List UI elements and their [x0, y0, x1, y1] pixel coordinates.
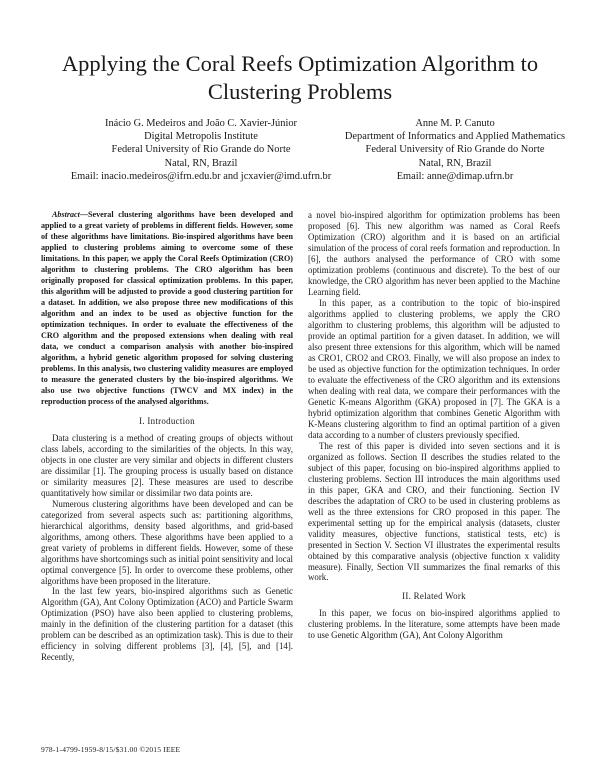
author-block-left [66, 117, 336, 183]
paragraph: In this paper, we focus on bio-inspired algorithms applied to clustering problems. In the literature, some attempts have been made to use Genetic Algorithm (GA), Ant Colony Algorithm [308, 608, 560, 641]
author-names: Inácio G. Medeiros and João C. Xavier-Júnior [105, 118, 297, 129]
left-column [41, 210, 293, 663]
author-location: Natal, RN, Brazil [418, 157, 492, 169]
author-email: Email: anne@dimap.ufrn.br [396, 170, 514, 182]
paper-title: Applying the Coral Reefs Optimization Algorithm to Clustering Problems [61, 51, 539, 104]
abstract-label: Abstract [52, 210, 80, 219]
copyright-footer: 978-1-4799-1959-8/15/$31.00 ©2015 IEEE [41, 745, 181, 754]
paragraph: The rest of this paper is divided into seven sections and it is organized as follows. Section II describes the studies related to the subject of this paper, focusing on bio-inspired algorithms applied to clustering problems. Section III introduces the main algorithms used in this paper, GKA and CRO, and their functioning. Section IV describes the adaptation of CRO to be used in clustering problems as well as the three extensions for CRO proposed in this paper. The experimental setting up for the empirical analysis (datasets, cluster validity measures, objective functions, statistical tests, etc) is presented in Section V. Section VI illustrates the experimental results obtained by this comparative analysis (objective function x validity measure). Finally, Section VII summarizes the final remarks of this work. [308, 440, 560, 583]
author-block-right [340, 117, 570, 183]
author-email: Email: inacio.medeiros@ifrn.edu.br and jcxavier@imd.ufrn.br [70, 170, 332, 182]
paragraph: In the last few years, bio-inspired algorithms such as Genetic Algorithm (GA), Ant Colony Optimization (ACO) and Particle Swarm Optimization (PSO) have also been applied to clustering problems, mainly in the definition of the clustering partition for a dataset (this problem can be described as an optimization task). This is due to their efficiency in solving different problems [3], [4], [5], and [14]. Recently, [41, 586, 293, 663]
abstract-text: Several clustering algorithms have been developed and applied to a great variety of problems in different fields. However, some of these algorithms have limitations. Bio-inspired algorithms have been applied to clustering problems aiming to overcome some of these limitations. In this paper, we apply the Coral Reefs Optimization (CRO) algorithm to clustering problems. The CRO algorithm has been originally proposed for classical optimization problems. In this paper, this algorithm will be adjusted to provide a good clustering partition for a dataset. In addition, we also propose three new modifications of this algorithm and an index to be used as objective function for the optimization techniques. In order to evaluate the effectiveness of the CRO algorithm and the proposed extensions when dealing with real data, we conduct a comparison analysis with another bio-inspired algorithm, a hybrid genetic algorithm proposed for solving clustering problems. In this analysis, two clustering validity measures are employed to measure the generated clusters by the bio-inspired algorithms. We also use two objective functions (TWCV and MX index) in the reproduction process of the analysed algorithms. [41, 210, 293, 406]
section-heading-introduction: I. Introduction [139, 415, 195, 426]
author-names: Anne M. P. Canuto [415, 118, 495, 129]
author-affiliation: Federal University of Rio Grande do Norte [365, 144, 545, 156]
paragraph: In this paper, as a contribution to the topic of bio-inspired algorithms applied to clustering problems, we apply the CRO algorithm to clustering problems, this algorithm will be adjusted to provide an optimal partition for a given dataset. In addition, we will also present three extensions for this algorithm, which will be named as CRO1, CRO2 and CRO3. Finally, we will also propose an index to be used as objective function for the optimization techniques. In order to evaluate the effectiveness of the CRO algorithm and its extensions when dealing with real data, we compare their performances with the Genetic K-means Algorithm (GKA) proposed in [7]. The GKA is a hybrid optimization algorithm that combines Genetic Algorithm with K-Means clustering algorithm to find an optimal partition of a given data according to a number of clusters previously specified. [308, 297, 560, 440]
author-location: Natal, RN, Brazil [164, 157, 238, 169]
section-heading-related-work: II. Related Work [402, 591, 466, 602]
abstract: Abstract—Several clustering algorithms have been developed and applied to a great variety of problems in different fields. However, some of these algorithms have limitations. Bio-inspired algorithms have been applied to clustering problems aiming to overcome some of these limitations. In this paper, we apply the Coral Reefs Optimization (CRO) algorithm to clustering problems. The CRO algorithm has been originally proposed for classical optimization problems. In this paper, this algorithm will be adjusted to provide a good clustering partition for a dataset. In addition, we also propose three new modifications of this algorithm and an index to be used as objective function for the optimization techniques. In order to evaluate the effectiveness of the CRO algorithm and the proposed extensions when dealing with real data, we conduct a comparison analysis with another bio-inspired algorithm, a hybrid genetic algorithm proposed for solving clustering problems. In this analysis, two clustering validity measures are employed to measure the generated clusters by the bio-inspired algorithms. We also use two objective functions (TWCV and MX index) in the reproduction process of the analysed algorithms. [41, 210, 293, 406]
paragraph: Numerous clustering algorithms have been developed and can be categorized from several aspects such as: partitioning algorithms, hierarchical algorithms, density based algorithms, and grid-based algorithms, among others. These algorithms have been applied to a great variety of problems in different fields. However, some of these algorithms have shortcomings such as initial point sensitivity and local optimal convergence [5]. In order to overcome these problems, other algorithms have been proposed in the literature. [41, 498, 293, 586]
paragraph: Data clustering is a method of creating groups of objects without class labels, according to the similarities of the objects. In this way, objects in one cluster are very similar and objects in different clusters are dissimilar [1]. The grouping process is usually based on distance or similarity measures [2]. These measures are used to describe quantitatively how similar or dissimilar two data points are. [41, 432, 293, 498]
author-affiliation: Federal University of Rio Grande do Norte [111, 144, 291, 156]
paragraph: a novel bio-inspired algorithm for optimization problems has been proposed [6]. This new algorithm was named as Coral Reefs Optimization (CRO) algorithm and it is based on an artificial simulation of the process of coral reefs formation and reproduction. In [6], the authors analysed the performance of CRO with some optimization problems (continuous and discrete). To the best of our knowledge, the CRO algorithm has never been applied to the Machine Learning field. [308, 210, 560, 297]
author-affiliation: Department of Informatics and Applied Mathematics [344, 131, 566, 143]
author-affiliation: Digital Metropolis Institute [144, 131, 258, 143]
right-column [308, 210, 560, 641]
